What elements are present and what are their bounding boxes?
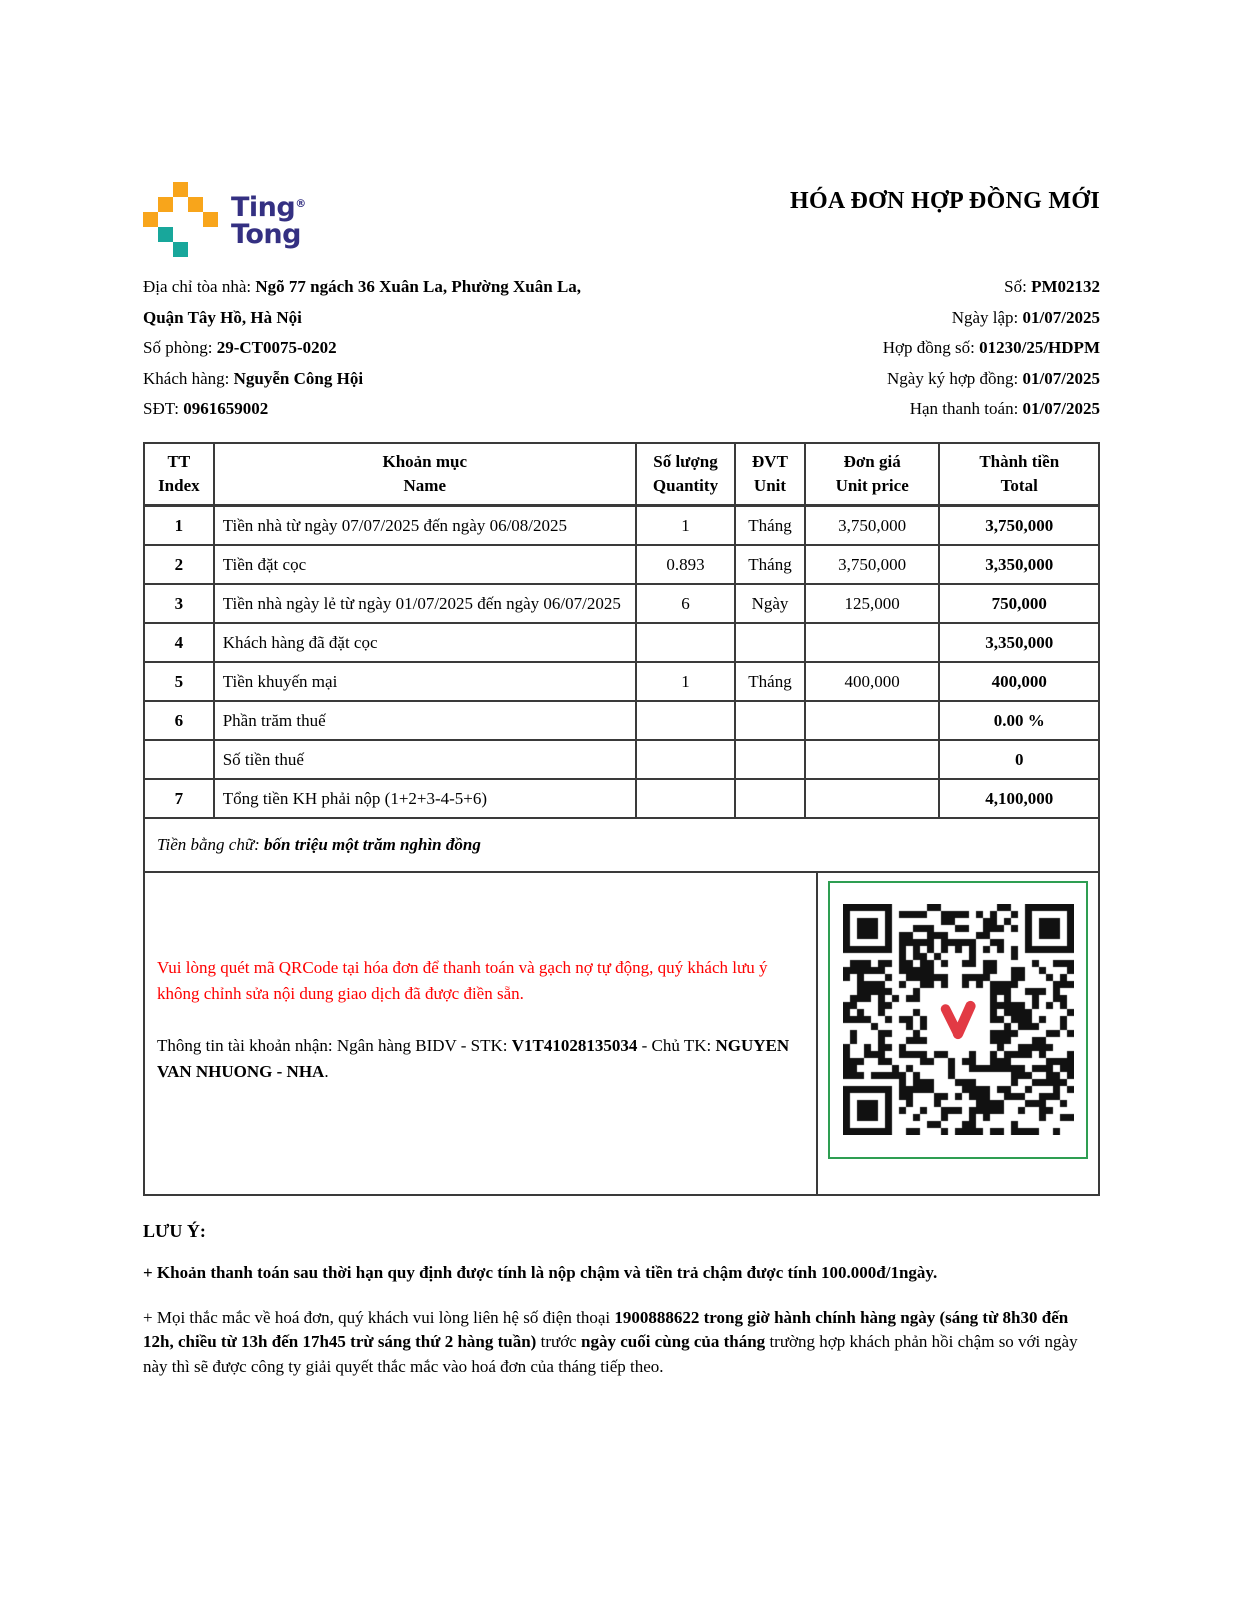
cell-quantity: 0.893 — [636, 545, 735, 584]
cell-unit — [735, 623, 805, 662]
table-header-row — [144, 443, 1099, 506]
cell-index: 6 — [144, 701, 214, 740]
cell-name: Tiền đặt cọc — [214, 545, 636, 584]
customer-line: Khách hàng: Nguyễn Công Hội — [143, 368, 364, 388]
building-info — [143, 272, 648, 425]
cell-name: Tiền khuyến mại — [214, 662, 636, 701]
cell-unit_price: 125,000 — [805, 584, 940, 623]
contract-date-line: Ngày ký hợp đồng: 01/07/2025 — [887, 368, 1100, 388]
cell-unit_price — [805, 740, 940, 779]
invoice-title: HÓA ĐƠN HỢP ĐỒNG MỚI — [789, 188, 1100, 214]
amount-in-words: Tiền bằng chữ: bốn triệu một trăm nghìn đồng — [143, 819, 1100, 873]
cell-unit: Tháng — [735, 505, 805, 545]
cell-quantity — [636, 623, 735, 662]
invoice-number-line: Số: PM02132 — [1004, 277, 1100, 296]
logo-line2: Tong — [231, 219, 301, 250]
cell-total: 3,350,000 — [939, 545, 1099, 584]
logo-pixel — [173, 182, 188, 197]
registered-mark: ® — [295, 197, 307, 210]
cell-unit — [735, 701, 805, 740]
cell-total: 400,000 — [939, 662, 1099, 701]
cell-unit: Tháng — [735, 545, 805, 584]
invoice-meta — [883, 272, 1100, 425]
account-info: Thông tin tài khoản nhận: Ngân hàng BIDV - STK: V1T41028135034 - Chủ TK: NGUYEN VAN NHUONG - NHA. — [157, 1035, 790, 1081]
cell-unit_price: 400,000 — [805, 662, 940, 701]
header-unit-price: Đơn giá Unit price — [805, 443, 940, 506]
cell-quantity — [636, 779, 735, 818]
account-holder: NGUYEN VAN NHUONG - NHA — [157, 1035, 790, 1081]
table-row — [144, 505, 1099, 545]
vietqr-v-icon — [930, 995, 986, 1045]
table-row — [144, 545, 1099, 584]
table-row — [144, 662, 1099, 701]
cell-name: Khách hàng đã đặt cọc — [214, 623, 636, 662]
invoice-items-table — [143, 442, 1100, 819]
due-date-line: Hạn thanh toán: 01/07/2025 — [909, 399, 1100, 418]
note-followup: + Mọi thắc mắc về hoá đơn, quý khách vui lòng liên hệ số điện thoại 1900888622 trong giờ hành chính hàng ngày (sáng từ 8h30 đến 12h, chiều từ 13h đến 17h45 trừ sáng thứ 2 hàng tuần) trước ngày cuối cùng của tháng trường hợp khách phản hồi chậm so với ngày này thì sẽ được công ty giải quyết thắc mắc vào hoá đơn của tháng tiếp theo. — [143, 1307, 1078, 1376]
cell-quantity: 6 — [636, 584, 735, 623]
logo-pixel — [173, 242, 188, 257]
cell-name: Tiền nhà từ ngày 07/07/2025 đến ngày 06/08/2025 — [214, 505, 636, 545]
tingtong-logo-icon — [143, 182, 218, 257]
cell-unit — [735, 740, 805, 779]
cell-unit_price: 3,750,000 — [805, 505, 940, 545]
cell-name: Tổng tiền KH phải nộp (1+2+3-4-5+6) — [214, 779, 636, 818]
cell-unit: Ngày — [735, 584, 805, 623]
cell-quantity — [636, 740, 735, 779]
header-index: TT Index — [144, 443, 214, 506]
cell-unit — [735, 779, 805, 818]
table-row — [144, 701, 1099, 740]
logo-pixel — [158, 197, 173, 212]
cell-index: 4 — [144, 623, 214, 662]
cell-index: 1 — [144, 505, 214, 545]
cell-name: Số tiền thuế — [214, 740, 636, 779]
contract-number-line: Hợp đồng số: 01230/25/HDPM — [882, 338, 1100, 357]
table-row — [144, 779, 1099, 818]
cell-unit_price — [805, 701, 940, 740]
header-total: Thành tiền Total — [939, 443, 1099, 506]
tingtong-logo — [143, 182, 306, 257]
qr-warning-text: Vui lòng quét mã QRCode tại hóa đơn để thanh toán và gạch nợ tự động, quý khách lưu ý không chỉnh sửa nội dung giao dịch đã được điền sẵn. — [157, 957, 768, 1003]
issue-date-line: Ngày lập: 01/07/2025 — [951, 307, 1100, 327]
notes-section — [143, 1221, 1100, 1380]
cell-quantity: 1 — [636, 505, 735, 545]
cell-total: 750,000 — [939, 584, 1099, 623]
info-section — [143, 272, 1100, 425]
cell-unit_price — [805, 779, 940, 818]
cell-total: 0.00 % — [939, 701, 1099, 740]
header — [143, 182, 1100, 262]
cell-total: 4,100,000 — [939, 779, 1099, 818]
cell-index: 3 — [144, 584, 214, 623]
cell-unit: Tháng — [735, 662, 805, 701]
cell-index: 2 — [144, 545, 214, 584]
invoice-table-body — [144, 505, 1099, 818]
account-number: V1T41028135034 — [511, 1035, 638, 1055]
cell-total: 3,750,000 — [939, 505, 1099, 545]
cell-quantity: 1 — [636, 662, 735, 701]
header-quantity: Số lượng Quantity — [636, 443, 735, 506]
payment-section — [143, 873, 1100, 1196]
cell-index: 7 — [144, 779, 214, 818]
cell-index: 5 — [144, 662, 214, 701]
cell-name: Tiền nhà ngày lẻ từ ngày 01/07/2025 đến ngày 06/07/2025 — [214, 584, 636, 623]
qr-panel — [816, 873, 1098, 1194]
logo-wordmark — [231, 190, 306, 257]
table-row — [144, 584, 1099, 623]
room-line: Số phòng: 29-CT0075-0202 — [143, 338, 337, 357]
logo-pixel — [143, 212, 158, 227]
cell-total: 3,350,000 — [939, 623, 1099, 662]
cell-name: Phần trăm thuế — [214, 701, 636, 740]
payment-instructions — [145, 873, 816, 1194]
phone-line: SĐT: 0961659002 — [143, 399, 269, 418]
table-row — [144, 623, 1099, 662]
logo-pixel — [188, 197, 203, 212]
qr-frame — [828, 881, 1088, 1159]
cell-total: 0 — [939, 740, 1099, 779]
address-line-1: Địa chỉ tòa nhà: Ngõ 77 ngách 36 Xuân La, Phường Xuân La, — [143, 277, 582, 296]
cell-quantity — [636, 701, 735, 740]
logo-line1: Ting — [231, 192, 296, 223]
cell-unit_price — [805, 623, 940, 662]
header-name: Khoản mục Name — [214, 443, 636, 506]
cell-index — [144, 740, 214, 779]
notes-heading: LƯU Ý: — [143, 1220, 206, 1241]
table-row — [144, 740, 1099, 779]
address-line-2: Quận Tây Hồ, Hà Nội — [143, 307, 302, 327]
note-late-payment: + Khoản thanh toán sau thời hạn quy định được tính là nộp chậm và tiền trả chậm được tính 100.000đ/1ngày. — [143, 1262, 938, 1282]
logo-pixel — [203, 212, 218, 227]
cell-unit_price: 3,750,000 — [805, 545, 940, 584]
header-unit: ĐVT Unit — [735, 443, 805, 506]
logo-pixel — [158, 227, 173, 242]
